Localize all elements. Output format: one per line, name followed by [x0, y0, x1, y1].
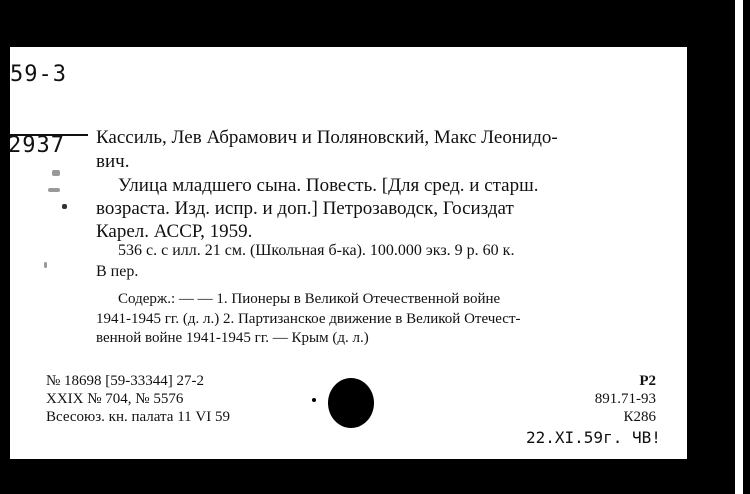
physical-description-line-2: В пер.: [96, 263, 139, 280]
scan-speck: [48, 188, 60, 192]
author-mark: К286: [623, 409, 656, 425]
heading-line-1: Кассиль, Лев Абрамович и Поляновский, Макс Леонидо-: [96, 127, 558, 148]
registration-number: № 18698 [59-33344] 27-2: [46, 373, 205, 389]
call-number-bottom: 2937: [8, 133, 65, 158]
handwritten-date-note: 22.XI.59г. ЧВ!: [526, 428, 661, 447]
title-line-1: Улица младшего сына. Повесть. [Для сред. и старш.: [118, 175, 539, 196]
call-number-top: 59-3: [10, 62, 67, 87]
ink-dot: [312, 398, 316, 402]
scan-speck: [44, 262, 47, 268]
series-number: XXIX № 704, № 5576: [46, 391, 184, 407]
subjects-line-2: 1941-1945 гг. (д. л.) 2. Партизанское движение в Великой Отечест-: [96, 311, 521, 327]
scan-speck: [52, 170, 60, 176]
heading-line-2: вич.: [96, 151, 130, 172]
scan-speck: [62, 204, 67, 209]
title-line-2: возраста. Изд. испр. и доп.] Петрозаводск, Госиздат: [96, 198, 514, 219]
title-line-3: Карел. АССР, 1959.: [96, 221, 253, 242]
udc-number: 891.71-93: [594, 391, 656, 407]
subjects-line-1: Содерж.: — — 1. Пионеры в Великой Отечественной войне: [118, 291, 501, 307]
classification-index: Р2: [639, 373, 656, 389]
physical-description-line-1: 536 с. с илл. 21 см. (Школьная б-ка). 100.000 экз. 9 р. 60 к.: [118, 242, 515, 259]
publisher-chamber-line: Всесоюз. кн. палата 11 VI 59: [46, 409, 230, 425]
punch-hole: [328, 378, 374, 428]
scan-edge-strip: [735, 0, 743, 494]
subjects-line-3: венной войне 1941-1945 гг. — Крым (д. л.): [96, 330, 369, 346]
